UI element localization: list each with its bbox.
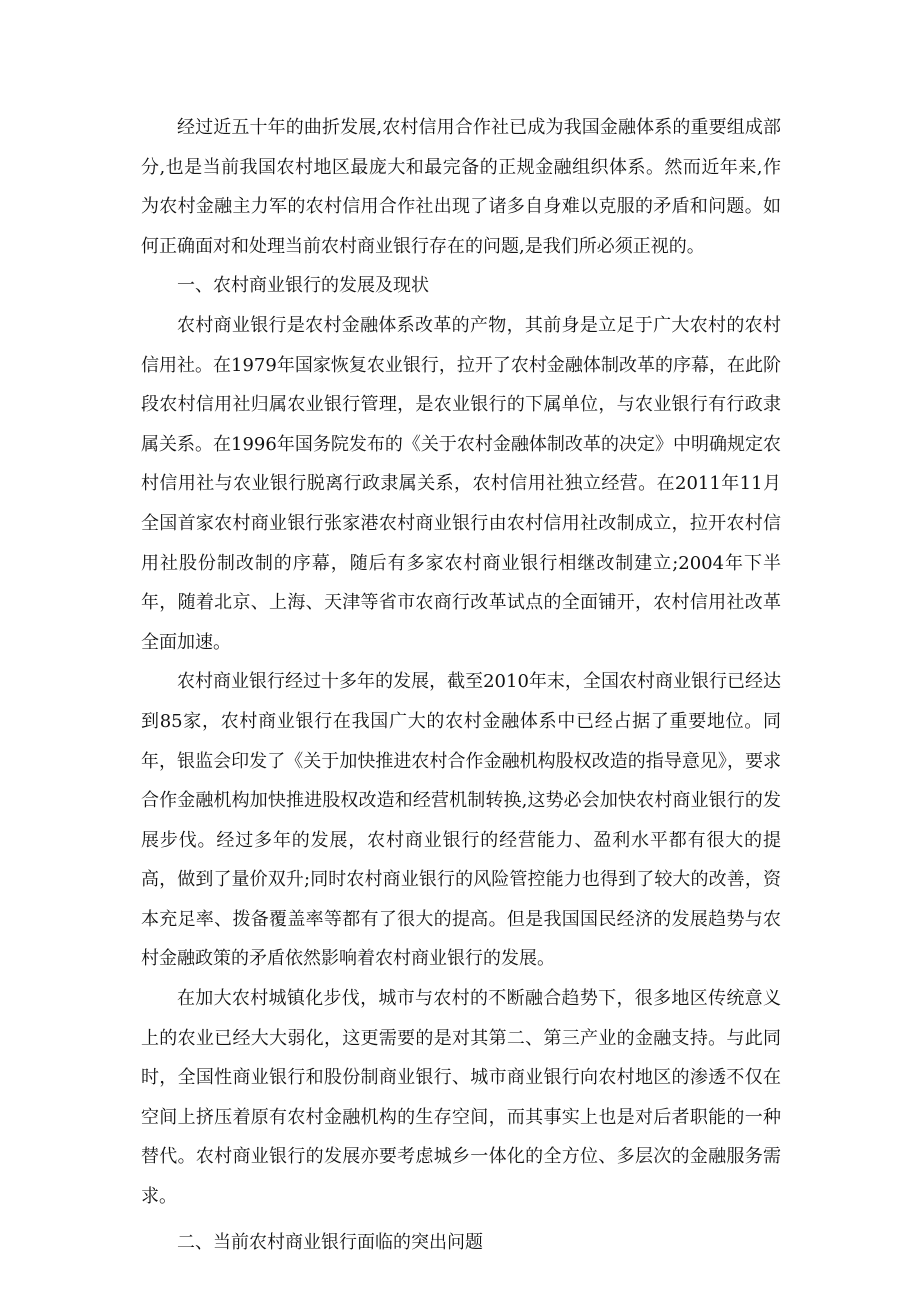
paragraph-urbanization: 在加大农村城镇化步伐，城市与农村的不断融合趋势下，很多地区传统意义上的农业已经大大弱化，这更需要的是对其第二、第三产业的金融支持。与此同时，全国性商业银行和股份制商业银行、城市商业银行向农村地区的渗透不仅在空间上挤压着原有农村金融机构的生存空间，而其事实上也是对后者职能的一种替代。农村商业银行的发展亦要考虑城乡一体化的全方位、多层次的金融服务需求。	[141, 988, 781, 1208]
paragraph-intro: 经过近五十年的曲折发展,农村信用合作社已成为我国金融体系的重要组成部分,也是当前我国农村地区最庞大和最完备的正规金融组织体系。然而近年来,作为农村金融主力军的农村信用合作社出现了诸多自身难以克服的矛盾和问题。如何正确面对和处理当前农村商业银行存在的问题,是我们所必须正视的。	[141, 117, 781, 257]
document-body	[141, 108, 781, 1262]
section-heading-1: 一、农村商业银行的发展及现状	[177, 275, 429, 297]
section-heading-2: 二、当前农村商业银行面临的突出问题	[177, 1231, 483, 1253]
paragraph-development: 农村商业银行经过十多年的发展，截至2010年末，全国农村商业银行已经达到85家，农村商业银行在我国广大的农村金融体系中已经占据了重要地位。同年，银监会印发了《关于加快推进农村合作金融机构股权改造的指导意见》，要求合作金融机构加快推进股权改造和经营机制转换,这势必会加快农村商业银行的发展步伐。经过多年的发展，农村商业银行的经营能力、盈利水平都有很大的提高，做到了量价双升;同时农村商业银行的风险管控能力也得到了较大的改善，资本充足率、拨备覆盖率等都有了很大的提高。但是我国国民经济的发展趋势与农村金融政策的矛盾依然影响着农村商业银行的发展。	[141, 671, 781, 970]
paragraph-history: 农村商业银行是农村金融体系改革的产物，其前身是立足于广大农村的农村信用社。在1979年国家恢复农业银行，拉开了农村金融体制改革的序幕，在此阶段农村信用社归属农业银行管理，是农业银行的下属单位，与农业银行有行政隶属关系。在1996年国务院发布的《关于农村金融体制改革的决定》中明确规定农村信用社与农业银行脱离行政隶属关系，农村信用社独立经营。在2011年11月全国首家农村商业银行张家港农村商业银行由农村信用社改制成立，拉开农村信用社股份制改制的序幕，随后有多家农村商业银行相继改制建立;2004年下半年，随着北京、上海、天津等省市农商行改革试点的全面铺开，农村信用社改革全面加速。	[141, 314, 781, 653]
